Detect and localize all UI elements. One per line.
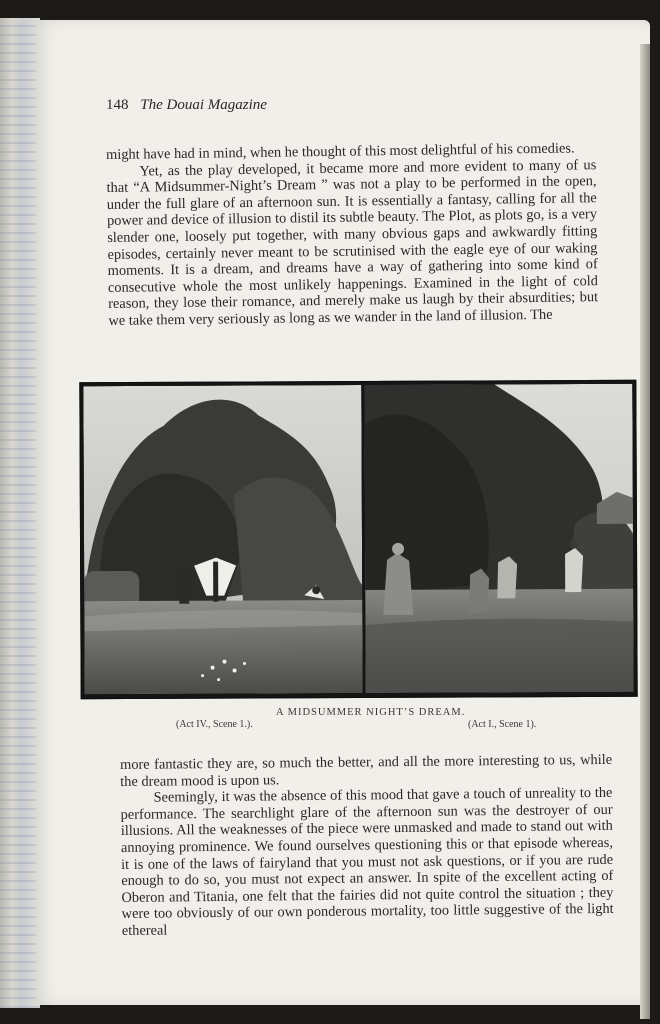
paragraph: more fantastic they are, so much the better, and all the more interesting to us, while the dream mood is upon us. bbox=[120, 751, 613, 790]
body-text-bottom bbox=[120, 752, 614, 940]
paragraph: might have had in mind, when he thought of this most delightful of his comedies. bbox=[106, 140, 575, 163]
photo-caption-title: A MIDSUMMER NIGHT’S DREAM. bbox=[276, 707, 466, 718]
body-text-top bbox=[106, 140, 599, 329]
photo-caption-left: (Act IV., Scene 1.). bbox=[176, 719, 253, 730]
photo-act-i-image bbox=[364, 384, 633, 693]
book-spine-edge bbox=[0, 18, 40, 1008]
paragraph: Yet, as the play developed, it became more and more evident to many of us that “A Midsummer-Night’s Dream ” was not a play to be performed in the open, under the full glare of an afternoon sun. It is essentially a fantasy, calling for all the power and device of illusion to distil its subtle beauty. The Plot, as plots go, is a very slender one, loosely put together, with many obvious gaps and awkwardly fitting episodes, certainly never meant to be scrutinised with the eagle eye of our waking moments. It is a dream, and dreams have a way of gathering into some kind of consecutive whole the most unlikely happenings. Examined in the light of cold reason, they lose their romance, and merely make us laugh by their absurdities; but we take them very seriously as long as we wander in the land of illusion. The bbox=[106, 156, 599, 329]
photo-caption-right: (Act I., Scene 1). bbox=[468, 719, 537, 730]
paragraph: Seemingly, it was the absence of this mood that gave a touch of unreality to the performance. The searchlight glare of the afternoon sun was the destroyer of our illusions. All the weaknesses of the piece were unmasked and made to stand out with annoying prominence. We found ourselves questioning this or that episode whereas, it is one of the laws of fairyland that you must not ask questions, or if you are rude enough to do so, you must not expect an answer. In spite of the excellent acting of Oberon and Titania, one felt that the fairies did not quite control the situation ; they were too obviously of our own ponderous mortality, too little suggestive of the light ethereal bbox=[120, 785, 614, 939]
photo-act-iv-scene-1 bbox=[83, 385, 362, 694]
book-page bbox=[36, 20, 650, 1005]
photo-plate bbox=[79, 380, 637, 699]
running-head bbox=[106, 97, 267, 114]
photo-act-i-scene-1 bbox=[364, 384, 633, 693]
page-edge bbox=[640, 44, 650, 1019]
magazine-title: The Douai Magazine bbox=[140, 97, 267, 113]
page-number: 148 bbox=[106, 97, 129, 113]
photo-act-iv-image bbox=[83, 385, 362, 694]
